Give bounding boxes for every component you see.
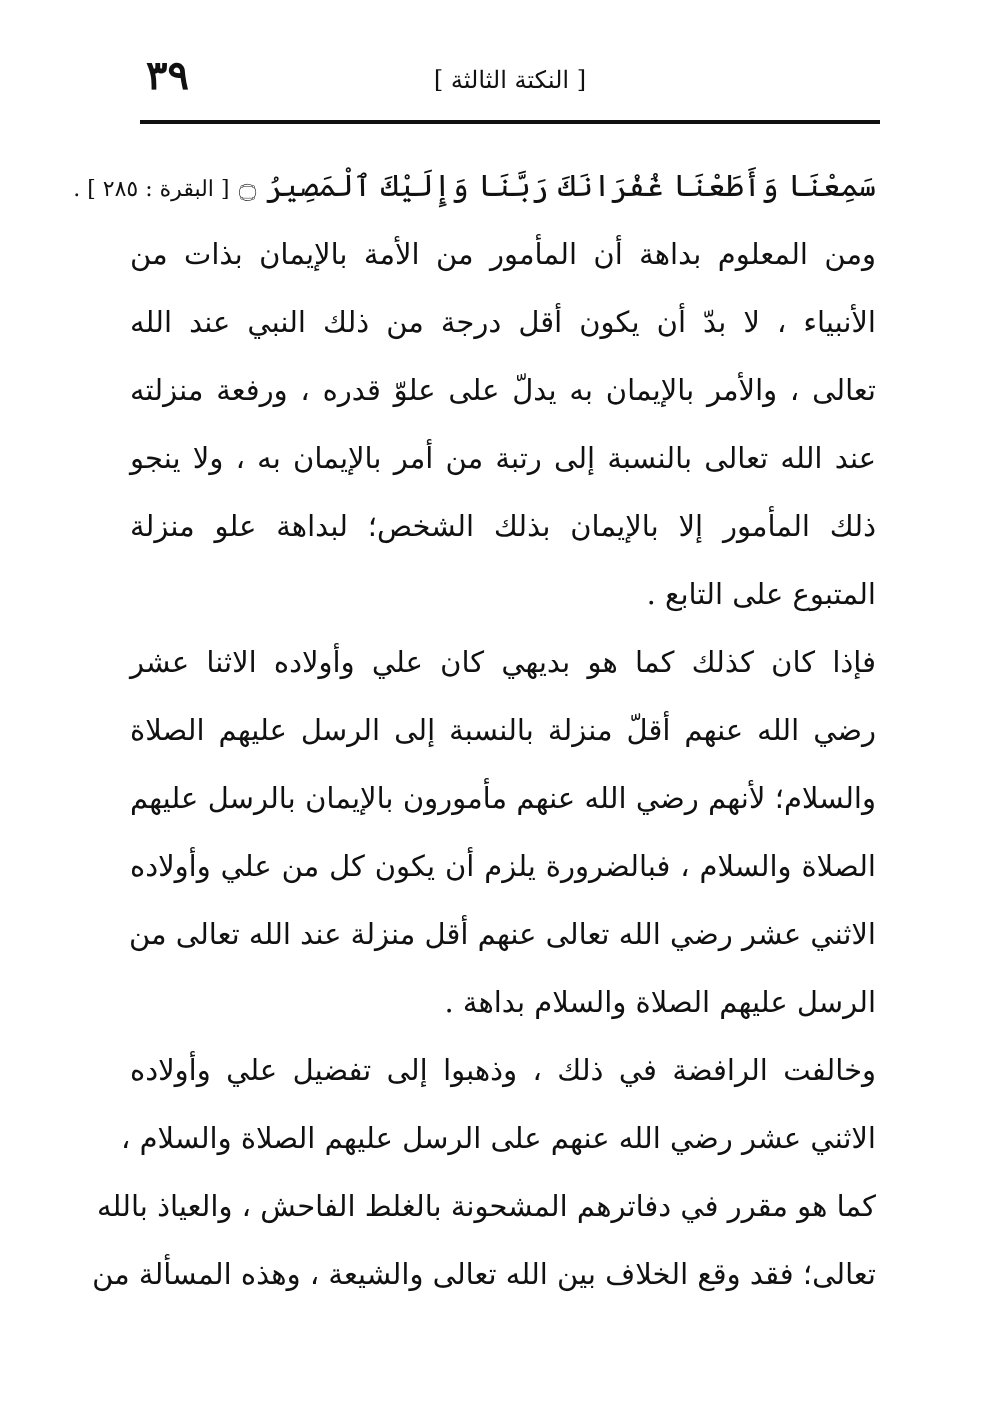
text-line: الاثني عشر رضي الله عنهم على الرسل عليهم الصلاة والسلام ،: [121, 1121, 876, 1155]
text-line: وخالفت الرافضة في ذلك ، وذهبوا إلى تفضيل علي وأولاده: [130, 1053, 876, 1087]
text-line: الرسل عليهم الصلاة والسلام بداهة .: [444, 985, 876, 1019]
text-line: فإذا كان كذلك كما هو بديهي كان علي وأولاده الاثنا عشر: [130, 645, 876, 679]
text-line: ومن المعلوم بداهة أن المأمور من الأمة بالإيمان بذات من: [130, 237, 876, 271]
quran-verse: سَمِعْنَا وَأَطَعْنَا غُفْرَانَكَ رَبَّنَا وَإِلَيْكَ ٱلْمَصِيرُ ۝: [238, 169, 876, 204]
text-line: الاثني عشر رضي الله تعالى عنهم أقل منزلة عند الله تعالى من: [128, 917, 876, 951]
text-line: كما هو مقرر في دفاترهم المشحونة بالغلط الفاحش ، والعياذ بالله: [96, 1189, 876, 1223]
text-line: الصلاة والسلام ، فبالضرورة يلزم أن يكون كل من علي وأولاده: [130, 849, 876, 883]
text-line: عند الله تعالى بالنسبة إلى رتبة من أمر بالإيمان به ، ولا ينجو: [130, 441, 876, 475]
page-header: [140, 52, 880, 112]
text-line: تعالى ، والأمر بالإيمان به يدلّ على علوّ قدره ، ورفعة منزلته: [130, 373, 876, 407]
body-text: [73, 152, 876, 1308]
text-line: المتبوع على التابع .: [646, 577, 876, 611]
text-line: ذلك المأمور إلا بالإيمان بذلك الشخص؛ لبداهة علو منزلة: [130, 509, 876, 543]
verse-citation: [ البقرة : ٢٨٥ ] .: [73, 177, 230, 202]
header-rule: [140, 120, 880, 124]
running-title: [ النكتة الثالثة ]: [433, 66, 587, 94]
text-line: الأنبياء ، لا بدّ أن يكون أقل درجة من ذلك النبي عند الله: [130, 305, 876, 339]
text-line: رضي الله عنهم أقلّ منزلة بالنسبة إلى الرسل عليهم الصلاة: [130, 713, 876, 747]
page-number: ٣٩: [146, 52, 189, 99]
text-line: تعالى؛ فقد وقع الخلاف بين الله تعالى والشيعة ، وهذه المسألة من: [92, 1257, 876, 1291]
text-line: والسلام؛ لأنهم رضي الله عنهم مأمورون بالإيمان بالرسل عليهم: [130, 781, 876, 815]
verse-line: [73, 152, 876, 220]
